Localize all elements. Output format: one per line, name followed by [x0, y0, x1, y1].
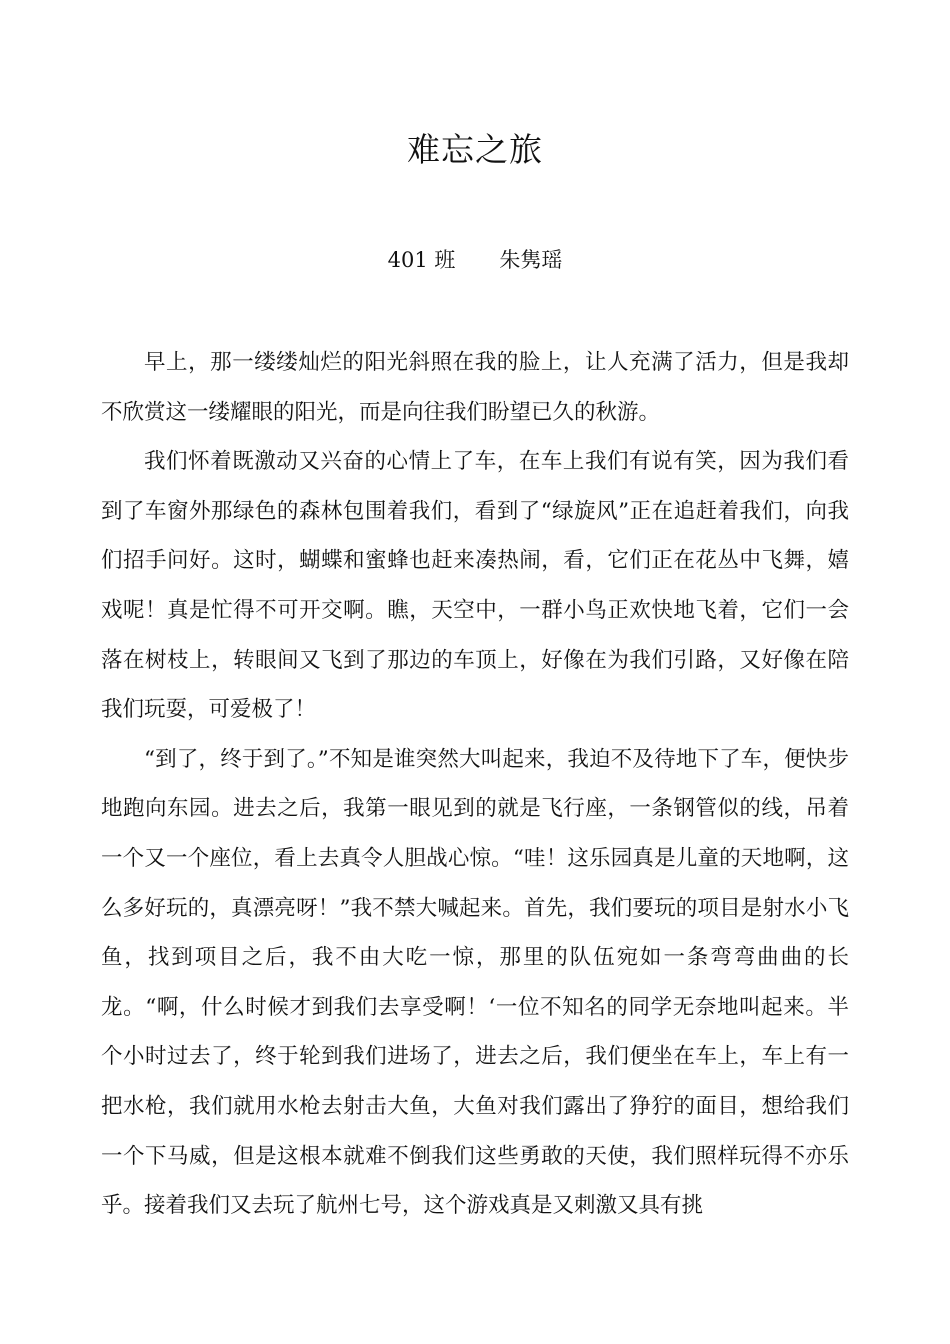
document-title: 难忘之旅 [407, 130, 543, 169]
author-name: 朱隽瑶 [499, 248, 563, 272]
paragraph: 早上，那一缕缕灿烂的阳光斜照在我的脸上，让人充满了活力，但是我却不欣赏这一缕耀眼的阳光，而是向往我们盼望已久的秋游。 [101, 350, 849, 425]
essay-body [101, 338, 849, 1231]
paragraph: 我们怀着既激动又兴奋的心情上了车，在车上我们有说有笑，因为我们看到了车窗外那绿色的森林包围着我们，看到了“绿旋风”正在追赶着我们，向我们招手问好。这时，蝴蝶和蜜蜂也赶来凑热闹，看，它们正在花丛中飞舞，嬉戏呢！真是忙得不可开交啊。瞧，天空中，一群小鸟正欢快地飞着，它们一会落在树枝上，转眼间又飞到了那边的车顶上，好像在为我们引路，又好像在陪我们玩耍，可爱极了！ [101, 449, 849, 723]
class-name: 401 班 [387, 248, 456, 272]
byline [0, 243, 950, 277]
paragraph: “到了，终于到了。”不知是谁突然大叫起来，我迫不及待地下了车，便快步地跑向东园。进去之后，我第一眼见到的就是飞行座，一条钢管似的线，吊着一个又一个座位，看上去真令人胆战心惊。“哇！这乐园真是儿童的天地啊，这么多好玩的，真漂亮呀！”我不禁大喊起来。首先，我们要玩的项目是射水小飞鱼，找到项目之后，我不由大吃一惊，那里的队伍宛如一条弯弯曲曲的长龙。“啊，什么时候才到我们去享受啊！‘一位不知名的同学无奈地叫起来。半个小时过去了，终于轮到我们进场了，进去之后，我们便坐在车上，车上有一把水枪，我们就用水枪去射击大鱼，大鱼对我们露出了狰狞的面目，想给我们一个下马威，但是这根本就难不倒我们这些勇敢的天使，我们照样玩得不亦乐乎。接着我们又去玩了航州七号，这个游戏真是又刺激又具有挑 [101, 746, 849, 1219]
